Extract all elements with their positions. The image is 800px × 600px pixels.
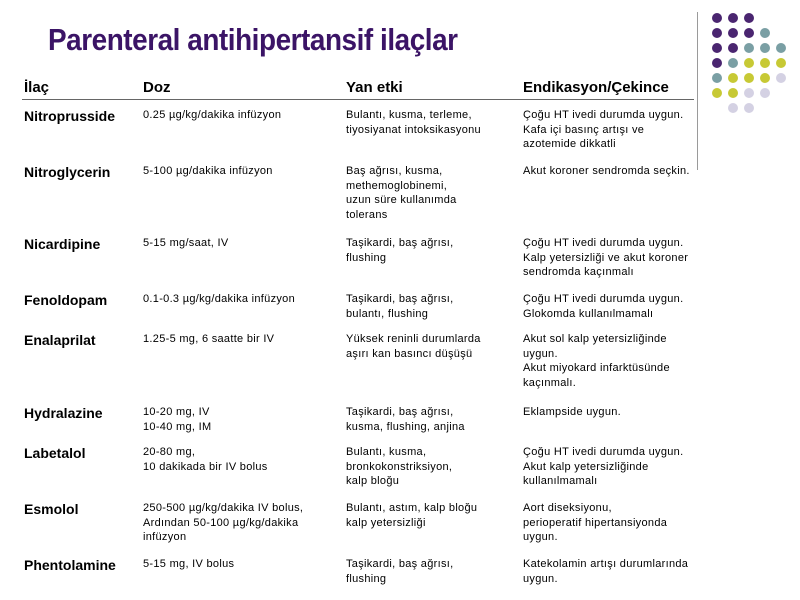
- decorative-dot: [712, 43, 722, 53]
- decorative-dot: [712, 88, 722, 98]
- dose-cell: 20-80 mg, 10 dakikada bir IV bolus: [143, 446, 268, 473]
- indication-cell: Çoğu HT ivedi durumda uygun. Glokomda kullanılmamalı: [523, 293, 684, 320]
- drug-name: Hydralazine: [24, 405, 103, 421]
- dose-cell: 10-20 mg, IV 10-40 mg, IM: [143, 406, 212, 433]
- indication-cell: Çoğu HT ivedi durumda uygun. Akut kalp yetersizliğinde kullanılmamalı: [523, 446, 684, 488]
- decorative-dot: [712, 58, 722, 68]
- dose-cell: 1.25-5 mg, 6 saatte bir IV: [143, 333, 275, 345]
- decorative-dot: [776, 43, 786, 53]
- decorative-dot: [776, 58, 786, 68]
- drug-name: Labetalol: [24, 445, 86, 461]
- drug-name: Esmolol: [24, 501, 79, 517]
- indication-cell: Eklampside uygun.: [523, 406, 622, 418]
- header-rule: [22, 99, 694, 100]
- drug-name: Phentolamine: [24, 557, 116, 573]
- decorative-dot: [760, 73, 770, 83]
- header-dose: Doz: [143, 79, 171, 96]
- decorative-dot: [728, 103, 738, 113]
- decorative-dot: [712, 28, 722, 38]
- decorative-dot: [776, 73, 786, 83]
- decorative-dot: [728, 58, 738, 68]
- decorative-dot: [744, 88, 754, 98]
- side-effect-cell: Bulantı, kusma, terleme, tiyosiyanat intoksikasyonu: [346, 109, 481, 136]
- header-indication: Endikasyon/Çekince: [523, 79, 669, 96]
- side-effect-cell: Taşikardi, baş ağrısı, bulantı, flushing: [346, 293, 454, 320]
- dose-cell: 5-15 mg, IV bolus: [143, 558, 235, 570]
- decorative-dot: [760, 58, 770, 68]
- decorative-dot: [744, 43, 754, 53]
- drug-name: Nitroprusside: [24, 108, 116, 124]
- decorative-dot: [728, 73, 738, 83]
- header-side-effect: Yan etki: [346, 79, 403, 96]
- slide-title: Parenteral antihipertansif ilaçlar: [48, 22, 458, 57]
- decorative-dot: [728, 88, 738, 98]
- decorative-dot: [760, 43, 770, 53]
- dose-cell: 0.1-0.3 µg/kg/dakika infüzyon: [143, 293, 296, 305]
- decorative-dot: [728, 13, 738, 23]
- drug-name: Enalaprilat: [24, 332, 96, 348]
- decorative-dot: [728, 43, 738, 53]
- indication-cell: Çoğu HT ivedi durumda uygun. Kafa içi basınç artışı ve azotemide dikkatli: [523, 109, 684, 151]
- header-drug: İlaç: [24, 79, 50, 96]
- dose-cell: 5-15 mg/saat, IV: [143, 237, 229, 249]
- indication-cell: Çoğu HT ivedi durumda uygun. Kalp yetersizliği ve akut koroner sendromda kaçınmalı: [523, 237, 689, 279]
- decorative-dot: [728, 28, 738, 38]
- dose-cell: 250-500 µg/kg/dakika IV bolus, Ardından 50-100 µg/kg/dakika infüzyon: [143, 502, 304, 544]
- drug-name: Nicardipine: [24, 236, 101, 252]
- side-effect-cell: Bulantı, astım, kalp bloğu kalp yetersizliği: [346, 502, 478, 529]
- decorative-dot: [760, 88, 770, 98]
- decorative-dot: [712, 73, 722, 83]
- decorative-dot: [744, 73, 754, 83]
- decorative-dot: [744, 28, 754, 38]
- indication-cell: Akut koroner sendromda seçkin.: [523, 165, 690, 177]
- side-effect-cell: Taşikardi, baş ağrısı, flushing: [346, 558, 454, 585]
- indication-cell: Aort diseksiyonu, perioperatif hipertansiyonda uygun.: [523, 502, 668, 544]
- dose-cell: 0.25 µg/kg/dakika infüzyon: [143, 109, 282, 121]
- dose-cell: 5-100 µg/dakika infüzyon: [143, 165, 273, 177]
- drug-name: Fenoldopam: [24, 292, 108, 308]
- side-effect-cell: Baş ağrısı, kusma, methemoglobinemi, uzun süre kullanımda tolerans: [346, 165, 457, 221]
- side-effect-cell: Taşikardi, baş ağrısı, kusma, flushing, anjina: [346, 406, 465, 433]
- decorative-dot: [760, 28, 770, 38]
- drug-name: Nitroglycerin: [24, 164, 111, 180]
- decorative-dot: [744, 103, 754, 113]
- side-effect-cell: Bulantı, kusma, bronkokonstriksiyon, kalp bloğu: [346, 446, 453, 488]
- decorative-dot: [744, 13, 754, 23]
- indication-cell: Katekolamin artışı durumlarında uygun.: [523, 558, 689, 585]
- side-effect-cell: Taşikardi, baş ağrısı, flushing: [346, 237, 454, 264]
- decorative-dot: [744, 58, 754, 68]
- side-effect-cell: Yüksek reninli durumlarda aşırı kan basıncı düşüşü: [346, 333, 481, 360]
- indication-cell: Akut sol kalp yetersizliğinde uygun. Akut miyokard infarktüsünde kaçınmalı.: [523, 333, 670, 389]
- decorative-dot: [712, 13, 722, 23]
